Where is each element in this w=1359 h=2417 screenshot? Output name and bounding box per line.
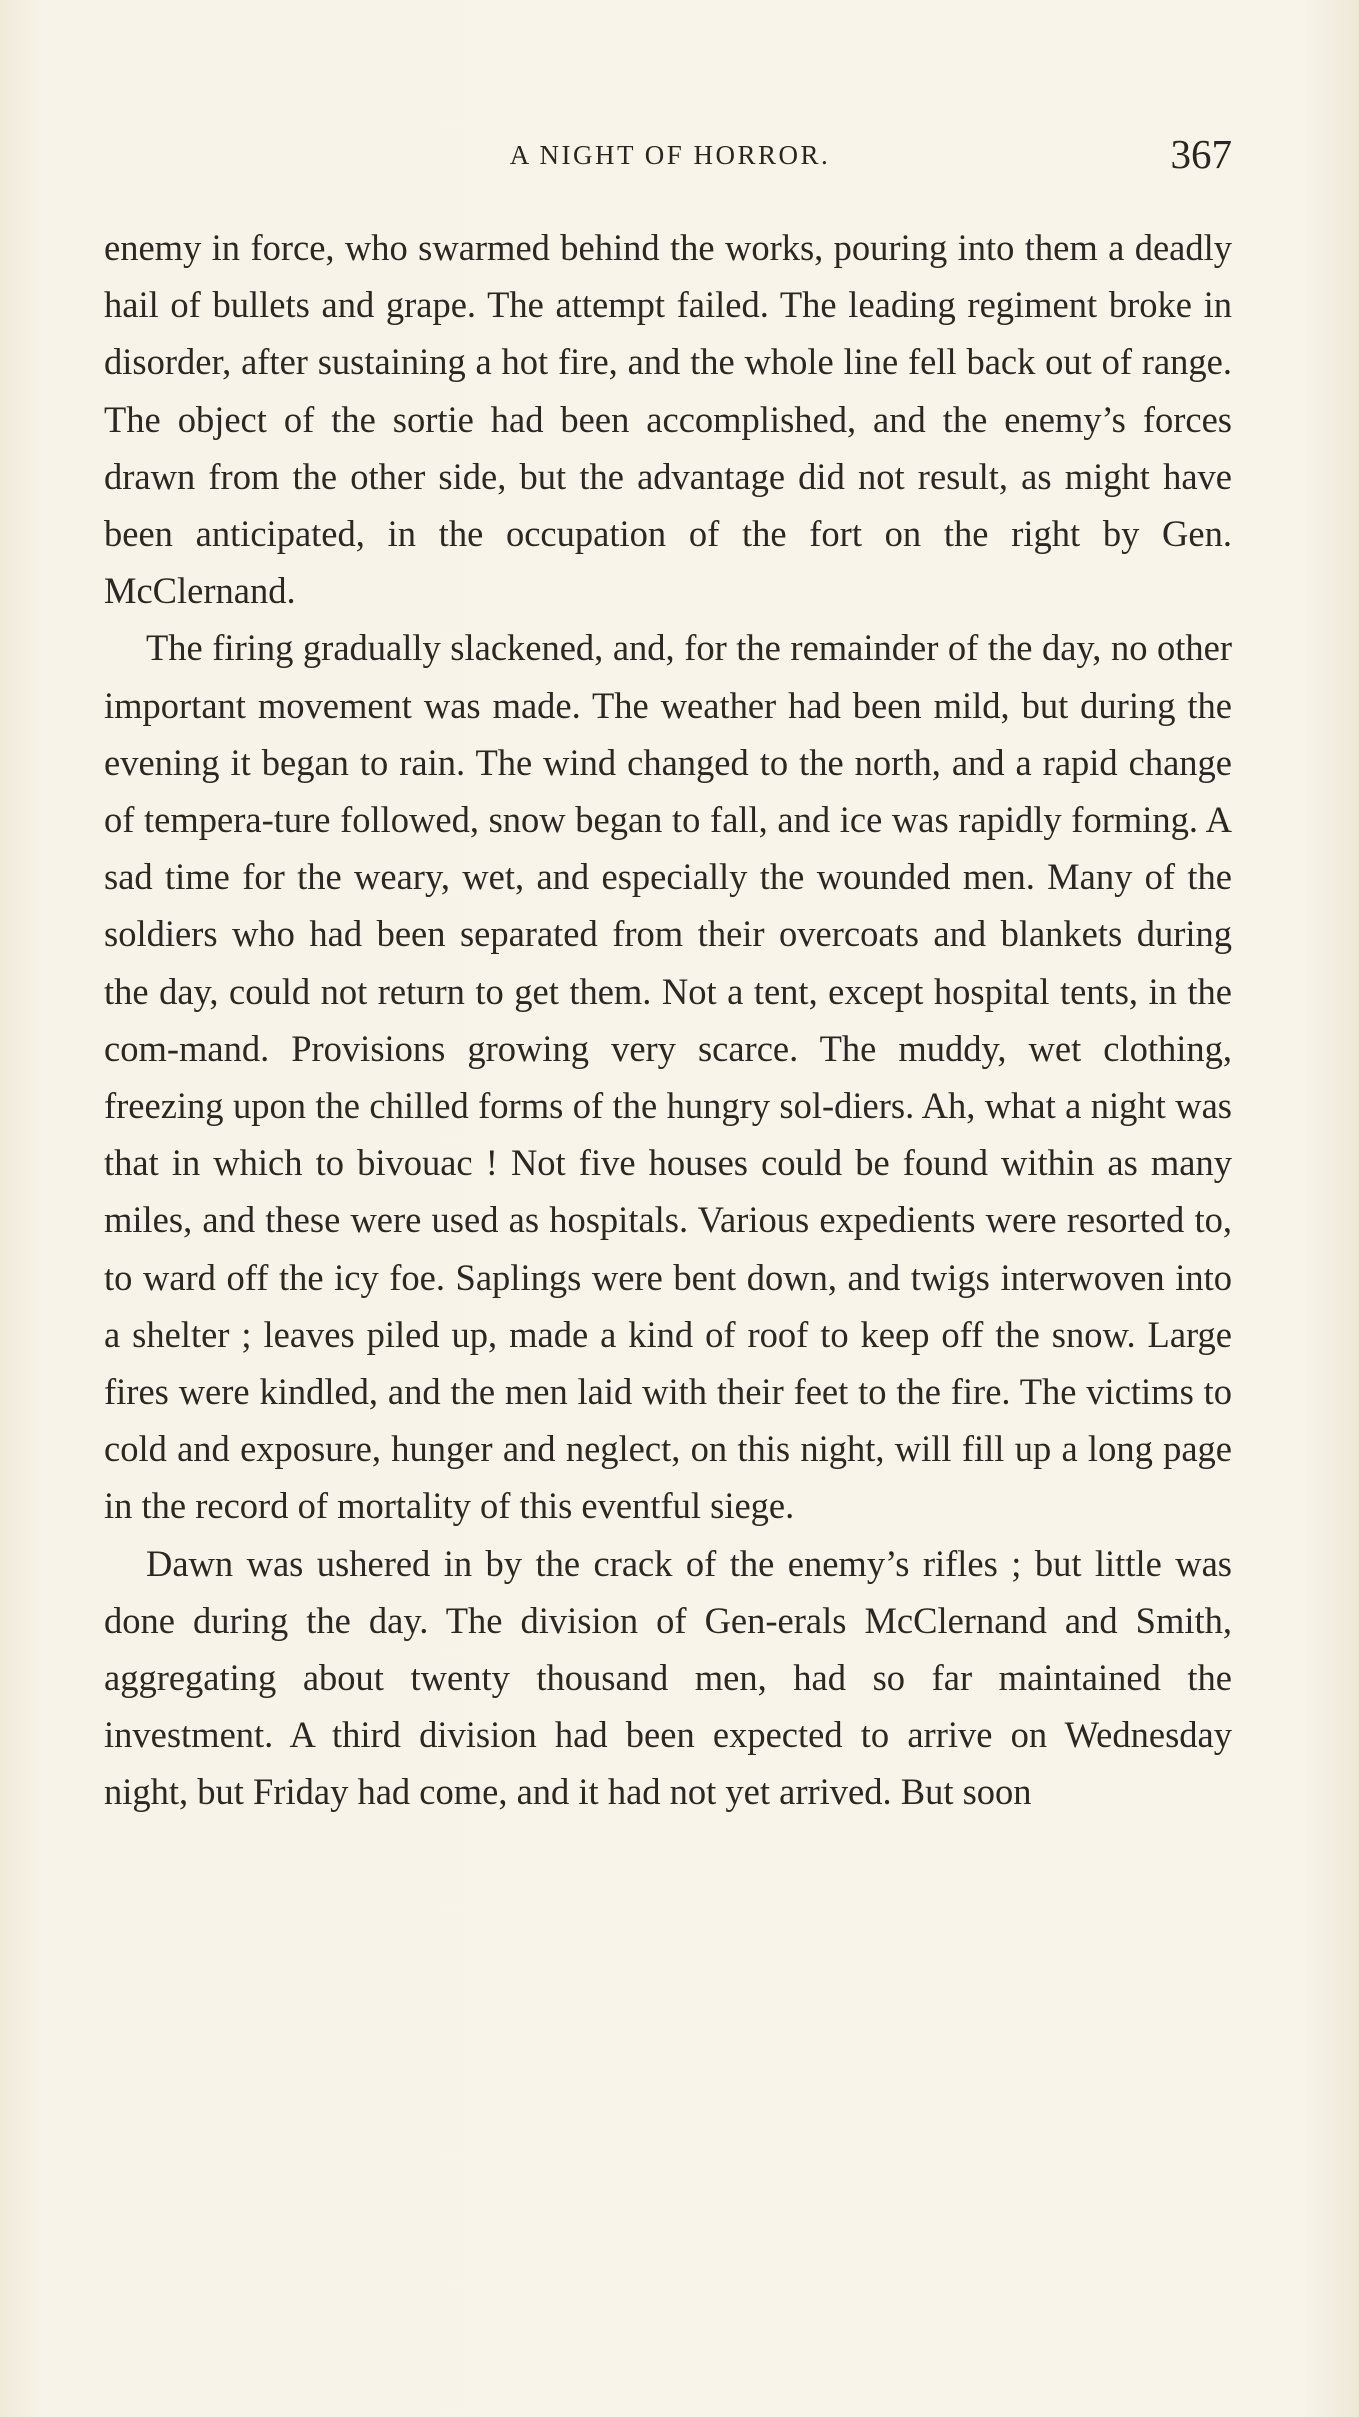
paragraph: Dawn was ushered in by the crack of the enemy’s rifles ; but little was done during the day. The division of Gen-erals McClernand and Smith, aggregating about twenty thousand men, had so far maintained the investment. A third division had been expected to arrive on Wednesday night, but Friday had come, and it had not yet arrived. But soon: [104, 1542, 1232, 1813]
page-number: 367: [1170, 131, 1232, 177]
running-title: A NIGHT OF HORROR.: [509, 140, 831, 170]
paragraph: The firing gradually slackened, and, for the remainder of the day, no other important movement was made. The weather had been mild, but during the evening it began to rain. The wind changed to the north, and a rapid change of tempera-ture followed, snow began to fall, and ice was rapidly forming. A sad time for the weary, wet, and especially the wounded men. Many of the soldiers who had been separated from their overcoats and blankets during the day, could not return to get them. Not a tent, except hospital tents, in the com-mand. Provisions growing very scarce. The muddy, wet clothing, freezing upon the chilled forms of the hungry sol-diers. Ah, what a night was that in which to bivouac ! Not five houses could be found within as many miles, and these were used as hospitals. Various expedients were resorted to, to ward off the icy foe. Saplings were bent down, and twigs interwoven into a shelter ; leaves piled up, made a kind of roof to keep off the snow. Large fires were kindled, and the men laid with their feet to the fire. The victims to cold and exposure, hunger and neglect, on this night, will fill up a long page in the record of mortality of this eventful siege.: [104, 627, 1232, 1527]
paragraph-continued: enemy in force, who swarmed behind the works, pouring into them a deadly hail of bullets and grape. The attempt failed. The leading regiment broke in disorder, after sustaining a hot fire, and the whole line fell back out of range. The object of the sortie had been accomplished, and the enemy’s forces drawn from the other side, but the advantage did not result, as might have been anticipated, in the occupation of the fort on the right by Gen. McClernand.: [104, 227, 1232, 612]
body-text: [104, 219, 1232, 1821]
page-header: [100, 132, 1240, 192]
